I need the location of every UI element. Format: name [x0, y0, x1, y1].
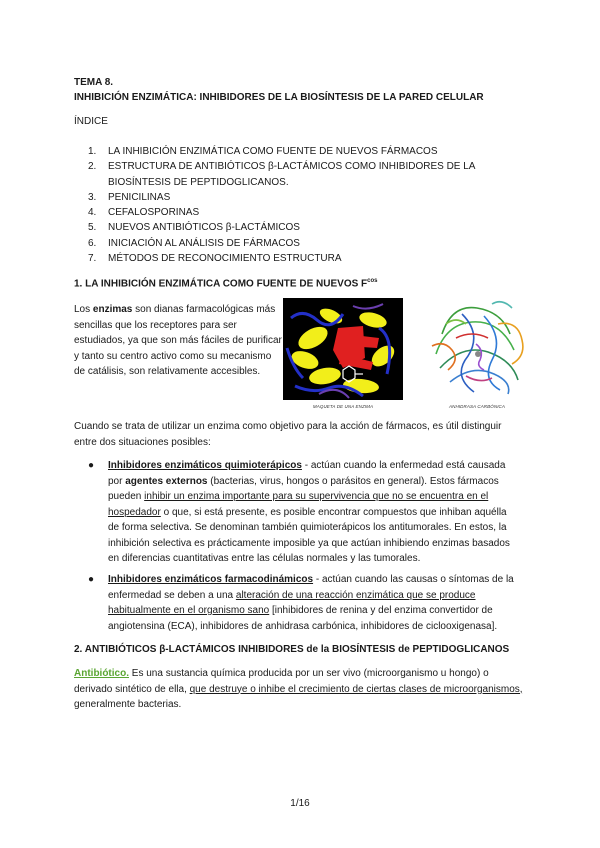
- topic-number: TEMA 8.: [74, 77, 114, 88]
- toc-item: 6. INICIACIÓN AL ANÁLISIS DE FÁRMACOS: [88, 237, 300, 249]
- toc-item: 3. PENICILINAS: [88, 191, 171, 203]
- toc-item: 1. LA INHIBICIÓN ENZIMÁTICA COMO FUENTE DE NUEVOS FÁRMACOS: [88, 146, 438, 157]
- bullet-dot-icon: ●: [88, 574, 95, 585]
- section-1-intro: Los enzimas son dianas farmacológicas más sencillas que los receptores para ser estudiados, ya que son más fáciles de purificar y tanto su centro activo como su mecanismo de catálisis, son relativamente accesibles.: [74, 304, 282, 377]
- toc-item: 7. MÉTODOS DE RECONOCIMIENTO ESTRUCTURA: [88, 253, 342, 265]
- bullet-item: ● Inhibidores enzimáticos farmacodinámicos - actúan cuando las causas o síntomas de la enfermedad se deben a una alteración de una reacción enzimática que se produce habitualmente en el organismo sano [inhibidores de renina y del enzima convertidor de angiotensina (ECA), inhibidores de anhidrasa carbónica, inhibidores de ciclooxigenasa].: [88, 574, 514, 632]
- enzyme-model-drawing: [283, 298, 403, 400]
- section-1-heading: 1. LA INHIBICIÓN ENZIMÁTICA COMO FUENTE DE NUEVOS $F^{cos}$: [74, 278, 378, 290]
- bullet-list-quimioterapicos: [88, 458, 520, 567]
- enzyme-model-caption: MAQUETA DE UNA ENZIMA: [312, 404, 374, 409]
- section-2-paragraph: Antibiótico. Es una sustancia química producida por un ser vivo (microorganismo u hongo) o derivado sintético de ella, que destruye o inhibe el crecimiento de ciertas clases de microorganismos, generalmente bacterias.: [74, 668, 523, 710]
- carbonic-anhydrase-drawing: [422, 294, 532, 404]
- antibiotico-term: Antibiótico.: [74, 668, 129, 679]
- page-number: 1/16: [290, 798, 310, 809]
- table-of-contents: [88, 144, 508, 266]
- toc-item: 2. ESTRUCTURA DE ANTIBIÓTICOS β-LACTÁMICOS COMO INHIBIDORES DE LA BIOSÍNTESIS DE PEPTIDOGLICANOS.: [88, 161, 475, 188]
- section-1-paragraph-2: Cuando se trata de utilizar un enzima como objetivo para la acción de fármacos, es útil distinguir entre dos situaciones posibles:: [74, 421, 502, 448]
- toc-item: 5. NUEVOS ANTIBIÓTICOS β-LACTÁMICOS: [88, 222, 300, 234]
- bullet-dot-icon: ●: [88, 460, 95, 471]
- index-label: ÍNDICE: [74, 116, 108, 127]
- bullet-item: ● Inhibidores enzimáticos quimioterápicos - actúan cuando la enfermedad está causada por agentes externos (bacterias, virus, hongos o parásitos en general). Estos fármacos pueden inhibir un enzima importante para su supervivencia que no se encuentra en el hospedador o que, si está presente, es posible encontrar compuestos que inhiban aquélla de forma selectiva. Se denominan también quimioterápicos los antitumorales. En estos, la inhibición selectiva es prácticamente imposible ya que actúan inhibiendo enzimas basados en diferencias cuantitativas entre las células normales y las tumorales.: [88, 460, 510, 564]
- carbonic-anhydrase-image: [422, 294, 532, 404]
- enzyme-model-image: [283, 298, 403, 400]
- document-title: INHIBICIÓN ENZIMÁTICA: INHIBIDORES DE LA BIOSÍNTESIS DE LA PARED CELULAR: [74, 92, 484, 103]
- carbonic-anhydrase-caption: ANHIDRASA CARBÓNICA: [449, 404, 505, 409]
- toc-item: 4. CEFALOSPORINAS: [88, 207, 200, 219]
- bullet-list-farmacodinamicos: [88, 572, 520, 634]
- section-2-heading: 2. ANTIBIÓTICOS β-LACTÁMICOS INHIBIDORES de la BIOSÍNTESIS de PEPTIDOGLICANOS: [74, 644, 510, 655]
